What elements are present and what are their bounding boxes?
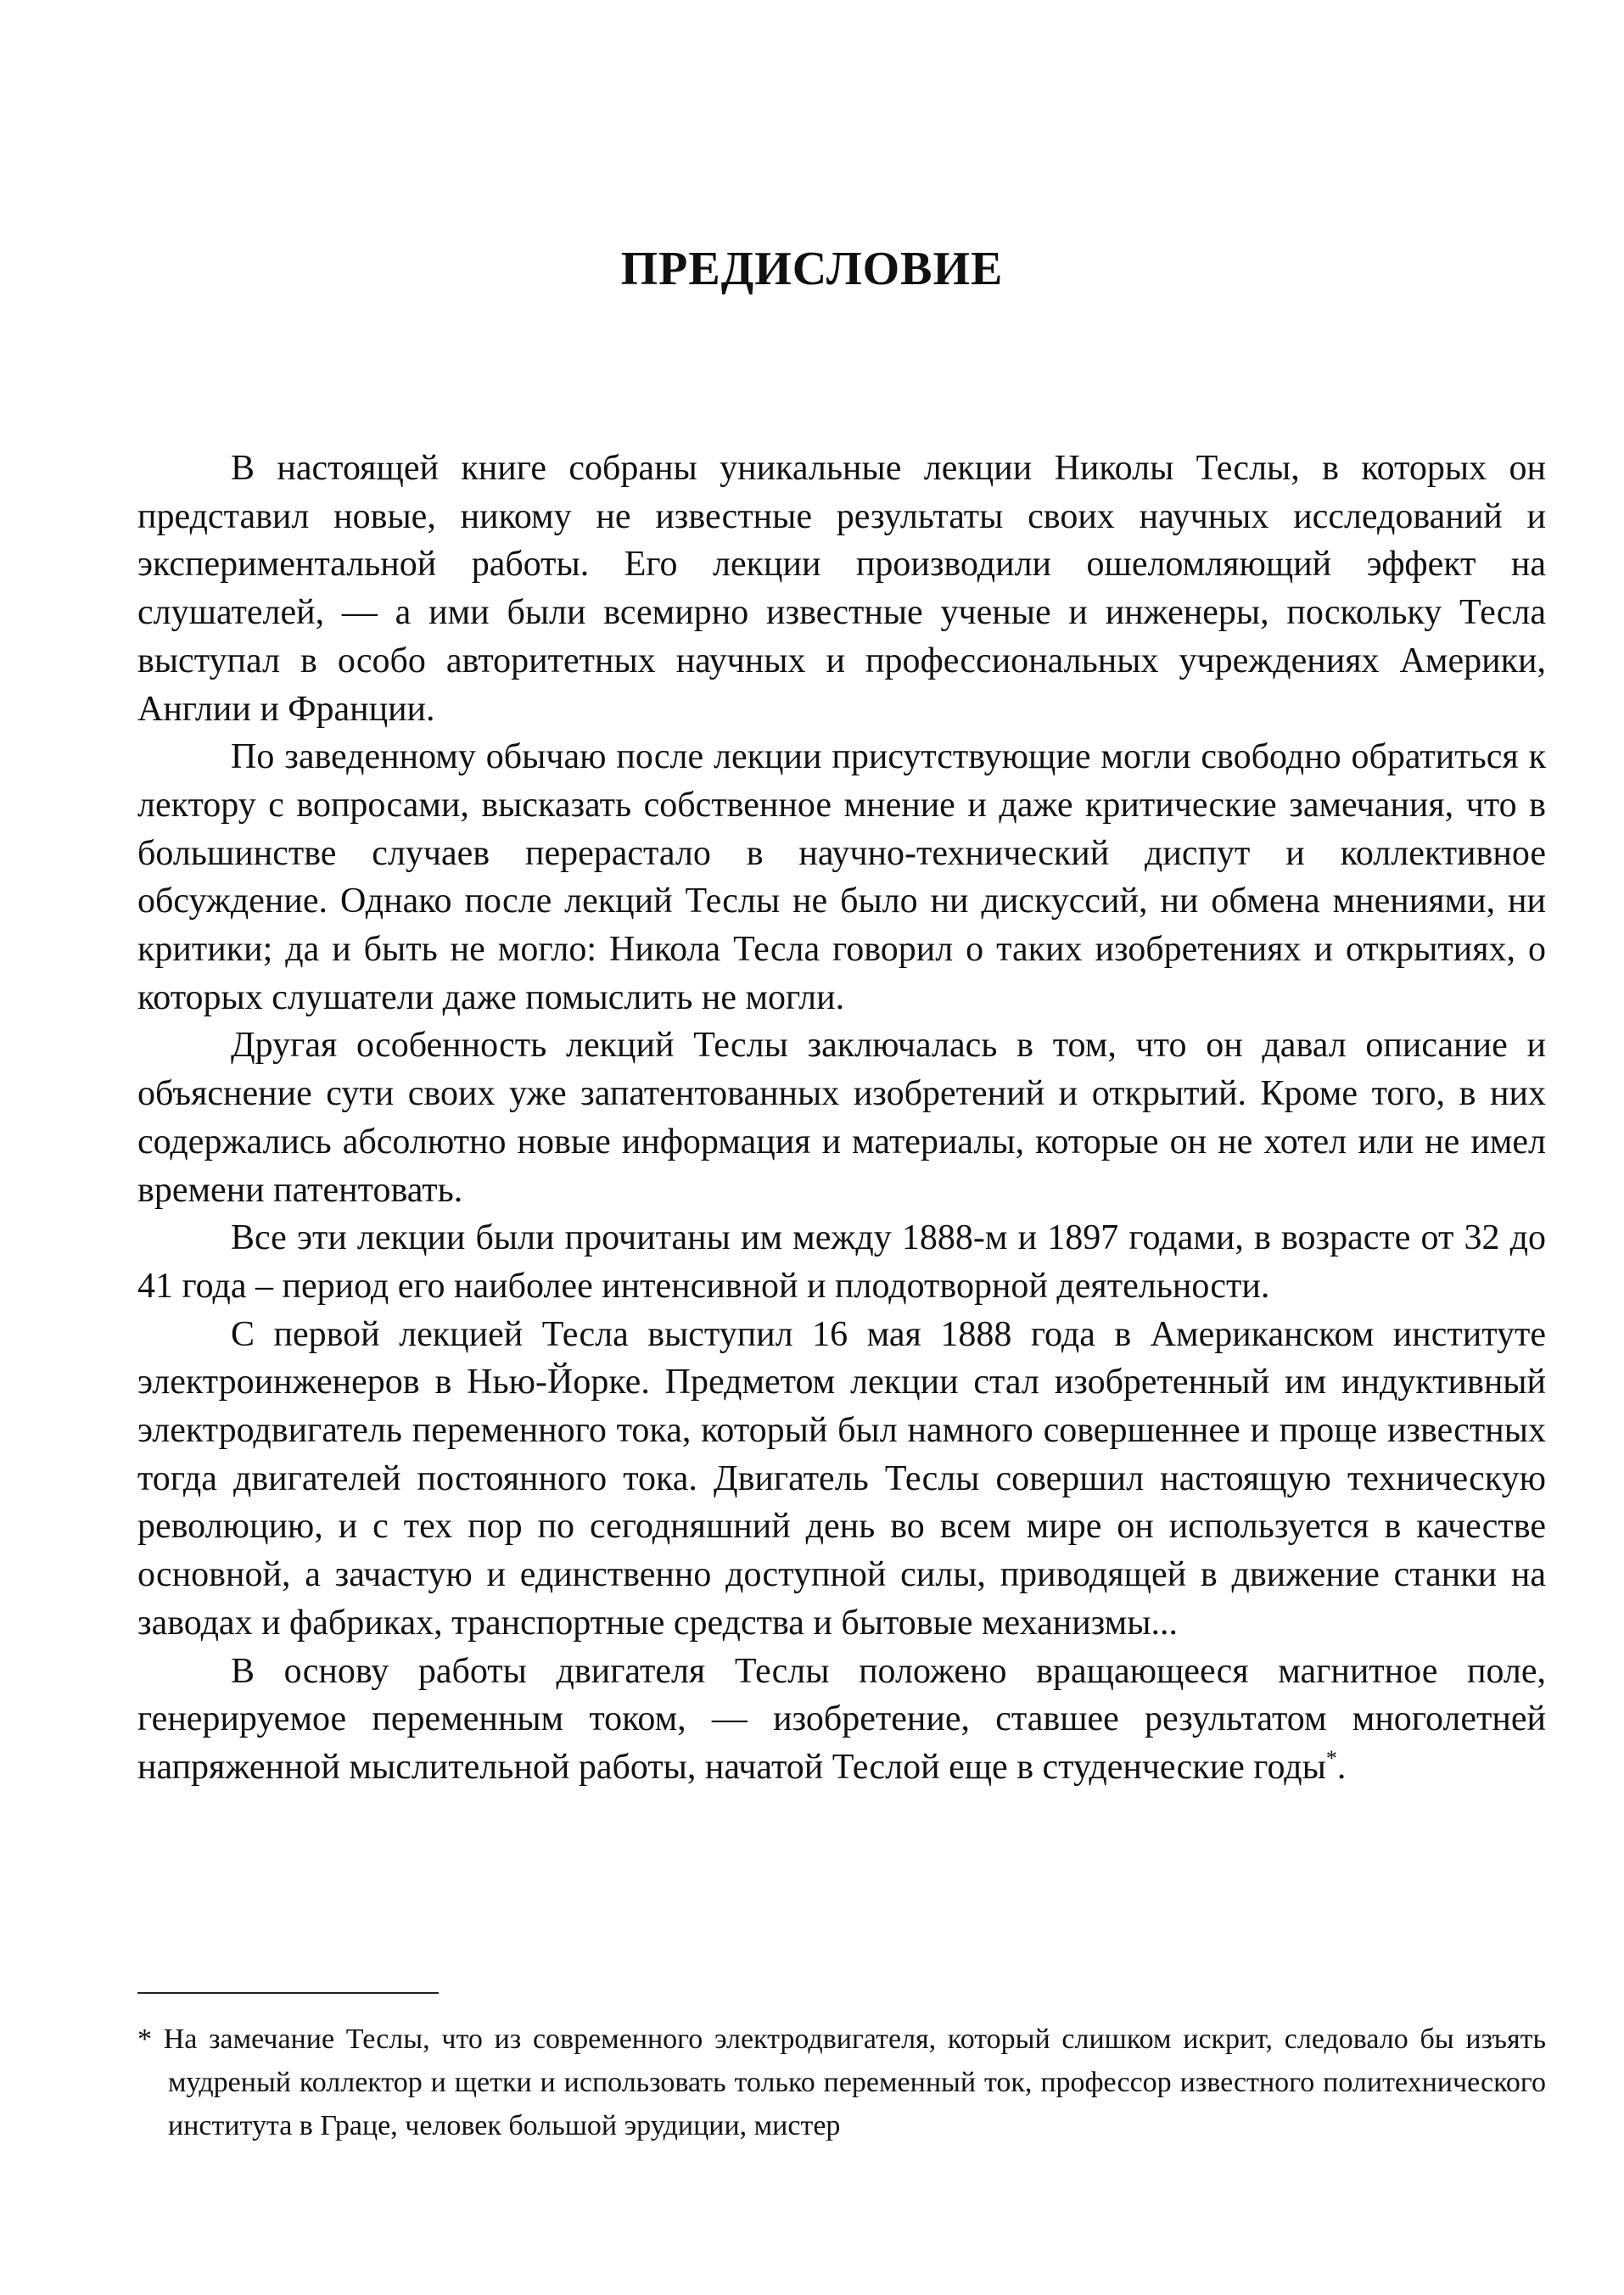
- paragraph-last: [137, 1648, 1546, 1792]
- paragraph: С первой лекцией Тесла выступил 16 мая 1888 года в Американском институте электроинженеров в Нью-Йорке. Предметом лекции стал изобретенный им индуктивный электродвигатель переменного тока, который был намного совершеннее и проще известных тогда двигателей постоянного тока. Двигатель Теслы совершил настоящую техническую революцию, и с тех пор по сегодняшний день во всем мире он используется в качестве основной, а зачастую и единственно доступной силы, приводящей в движение станки на заводах и фабриках, транспортные средства и бытовые механизмы...: [137, 1314, 1546, 1643]
- paragraph: Другая особенность лекций Теслы заключалась в том, что он давал описание и объяснение сути своих уже запатентованных изобретений и открытий. Кроме того, в них содержались абсолютно новые информация и материалы, которые он не хотел или не имел времени патентовать.: [137, 1026, 1546, 1210]
- paragraph: В настоящей книге собраны уникальные лекции Николы Теслы, в которых он представил новые, никому не известные результаты своих научных исследований и экспериментальной работы. Его лекции производили ошеломляющий эффект на слушателей, — а ими были всемирно известные ученые и инженеры, поскольку Тесла выступал в особо авторитетных научных и профессиональных учреждениях Америки, Англии и Франции.: [137, 449, 1546, 729]
- footnote-divider: [137, 1992, 439, 1994]
- paragraph: По заведенному обычаю после лекции присутствующие могли свободно обратиться к лектору с вопросами, высказать собственное мнение и даже критические замечания, что в большинстве случаев перерастало в научно-технический диспут и коллективное обсуждение. Однако после лекций Теслы не было ни дискуссий, ни обмена мнениями, ни критики; да и быть не могло: Никола Тесла говорил о таких изобретениях и открытиях, о которых слушатели даже помыслить не могли.: [137, 737, 1546, 1017]
- paragraph: Все эти лекции были прочитаны им между 1888-м и 1897 годами, в возрасте от 32 до 41 года – период его наиболее интенсивной и плодотворной деятельности.: [137, 1218, 1546, 1306]
- footnote: * На замечание Теслы, что из современного электродвигателя, который слишком искрит, следовало бы изъять мудреный коллектор и щетки и использовать только переменный ток, профессор известного политехнического института в Граце, человек большой эрудиции, мистер: [137, 2024, 1546, 2141]
- page-title: ПРЕДИСЛОВИЕ: [620, 243, 1004, 295]
- body-text: [137, 445, 1546, 1792]
- footnote-reference: *: [1325, 1745, 1337, 1771]
- paragraph-text: В основу работы двигателя Теслы положено вращающееся магнитное поле, генерируемое переменным током, — изобретение, ставшее результатом многолетней напряженной мыслительной работы, начатой Теслой еще в студенческие годы: [137, 1651, 1546, 1787]
- paragraph-end-period: .: [1336, 1747, 1347, 1787]
